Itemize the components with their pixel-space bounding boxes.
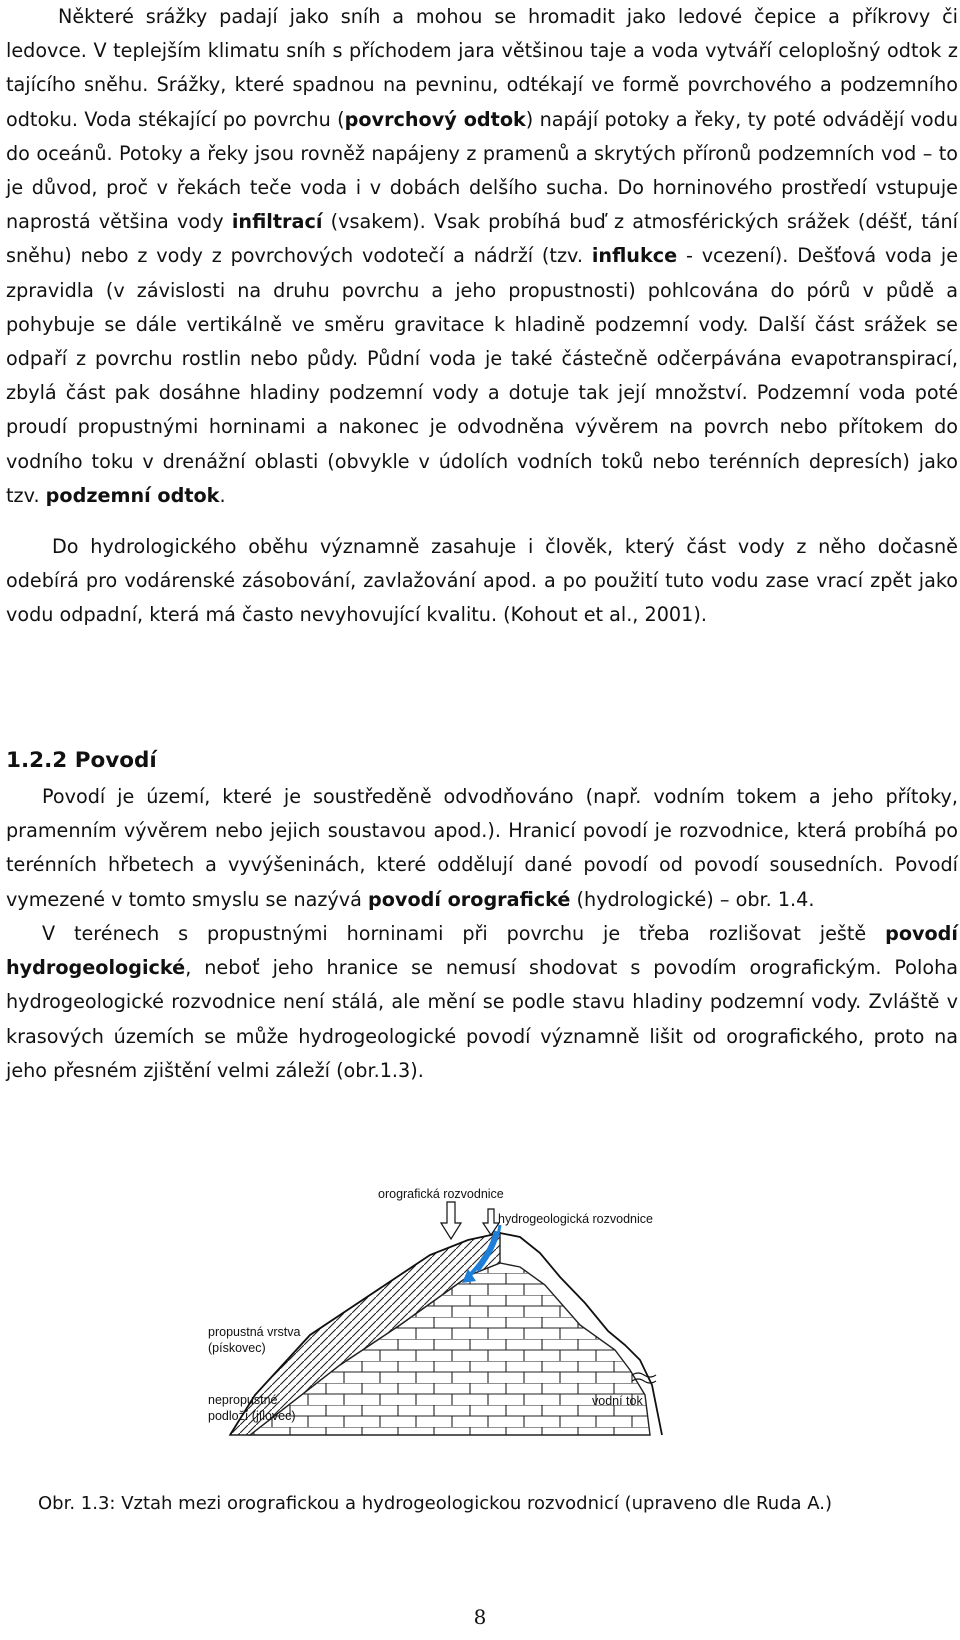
label-permeable-layer-rock: (pískovec): [208, 1341, 266, 1355]
paragraph-text: ) napájí potoky a řeky, ty poté odvádějí vodu do oceánů. Potoky a řeky jsou rovněž napájeny z pramenů a skrytých příronů podzemních vod – to je důvod, proč v řekách teče voda i v dobách delšího sucha. Do horninového prostředí vstupuje naprostá většina vody: [6, 107, 958, 234]
term-groundwater-runoff: podzemní odtok: [45, 483, 220, 507]
term-infiltration: infiltrací: [231, 210, 323, 234]
paragraph-basin-definition: [6, 780, 958, 917]
figure-caption: Obr. 1.3: Vztah mezi orografickou a hydrogeologickou rozvodnicí (upraveno dle Ruda A.): [38, 1493, 833, 1514]
paragraph-text: .: [219, 483, 226, 507]
hydrogeologic-divide-arrow: [483, 1209, 499, 1235]
label-stream: vodní tok: [592, 1394, 643, 1408]
label-hydrogeologic-divide: hydrogeologická rozvodnice: [498, 1212, 653, 1226]
section-heading: 1.2.2 Povodí: [6, 748, 157, 773]
label-impermeable-bedrock: nepropustné: [208, 1393, 278, 1407]
term-hydrogeologic-basin: povodí hydrogeologické: [6, 922, 958, 980]
term-orographic-basin: povodí orografické: [368, 887, 571, 911]
label-permeable-layer: propustná vrstva: [208, 1325, 301, 1339]
label-orographic-divide: orografická rozvodnice: [378, 1187, 504, 1201]
figure-watershed-divide: [200, 1185, 760, 1445]
paragraph-human-impact: Do hydrologického oběhu významně zasahuje i člověk, který část vody z něho dočasně odebírá pro vodárenské zásobování, zavlažování apod. a po použití tuto vodu zase vrací zpět jako vodu odpadní, která má často nevyhovující kvalitu. (Kohout et al., 2001).: [6, 535, 958, 627]
paragraph-text: V terénech s propustnými horninami při povrchu je třeba rozlišovat ještě: [42, 922, 886, 945]
paragraph-text: (hydrologické) – obr. 1.4.: [570, 887, 815, 911]
page-number: 8: [473, 1605, 487, 1629]
orographic-divide-arrow: [441, 1202, 461, 1239]
paragraph-text: , neboť jeho hranice se nemusí shodovat s povodím orografickým. Poloha hydrogeologické rozvodnice není stálá, ale mění se podle stavu hladiny podzemní vody. Zvláště v krasových územích se může hydrogeologické povodí významně lišit od orografického, proto na jeho přesném zjištění velmi záleží (obr.1.3).: [6, 956, 958, 1082]
paragraph-text: Některé srážky padají jako sníh a mohou se hromadit jako ledové čepice a příkrovy či ledovce. V teplejším klimatu sníh s příchodem jara většinou taje a voda vytváří celoplošný odtok z tajícího sněhu. Srážky, které spadnou na pevninu, odtékají ve formě povrchového a podzemního odtoku. Voda stékající po povrchu (: [6, 5, 958, 131]
paragraph-text: - vcezení). Dešťová voda je zpravidla (v závislosti na druhu povrchu a jeho propustnosti) pohlcována do pórů v půdě a pohybuje se dále vertikálně ve směru gravitace k hladině podzemní vody. Další část srážek se odpaří z povrchu rostlin nebo půdy. Půdní voda je také částečně odčerpávána evapotranspirací, zbylá část pak dosáhne hladiny podzemní vody a dotuje tak její množství. Podzemní voda poté proudí propustnými horninami a nakonec je odvodněna vývěrem na povrch nebo přítokem do vodního toku v drenážní oblasti (obvykle v údolích vodních toků nebo terénních depresích) jako tzv.: [6, 244, 958, 507]
paragraph-water-cycle: [6, 0, 958, 513]
term-surface-runoff: povrchový odtok: [344, 107, 526, 131]
paragraph-text: (vsakem). Vsak probíhá buď z atmosférických srážek (déšť, tání sněhu) nebo z vody z povrchových vodotečí a nádrží (tzv.: [6, 210, 958, 268]
term-influx: influkce: [591, 244, 678, 268]
paragraph-text: Povodí je území, které je soustředěně odvodňováno (např. vodním tokem a jeho přítoky, pramenním vývěrem nebo jejich soustavou apod.). Hranicí povodí je rozvodnice, která probíhá po terénních hřbetech a vyvýšeninách, které oddělují dané povodí od povodí sousedních. Povodí vymezené v tomto smyslu se nazývá: [6, 785, 958, 911]
paragraph-hydrogeologic-basin: [6, 917, 958, 1088]
label-impermeable-bedrock-rock: podloží (jílovec): [208, 1409, 296, 1423]
